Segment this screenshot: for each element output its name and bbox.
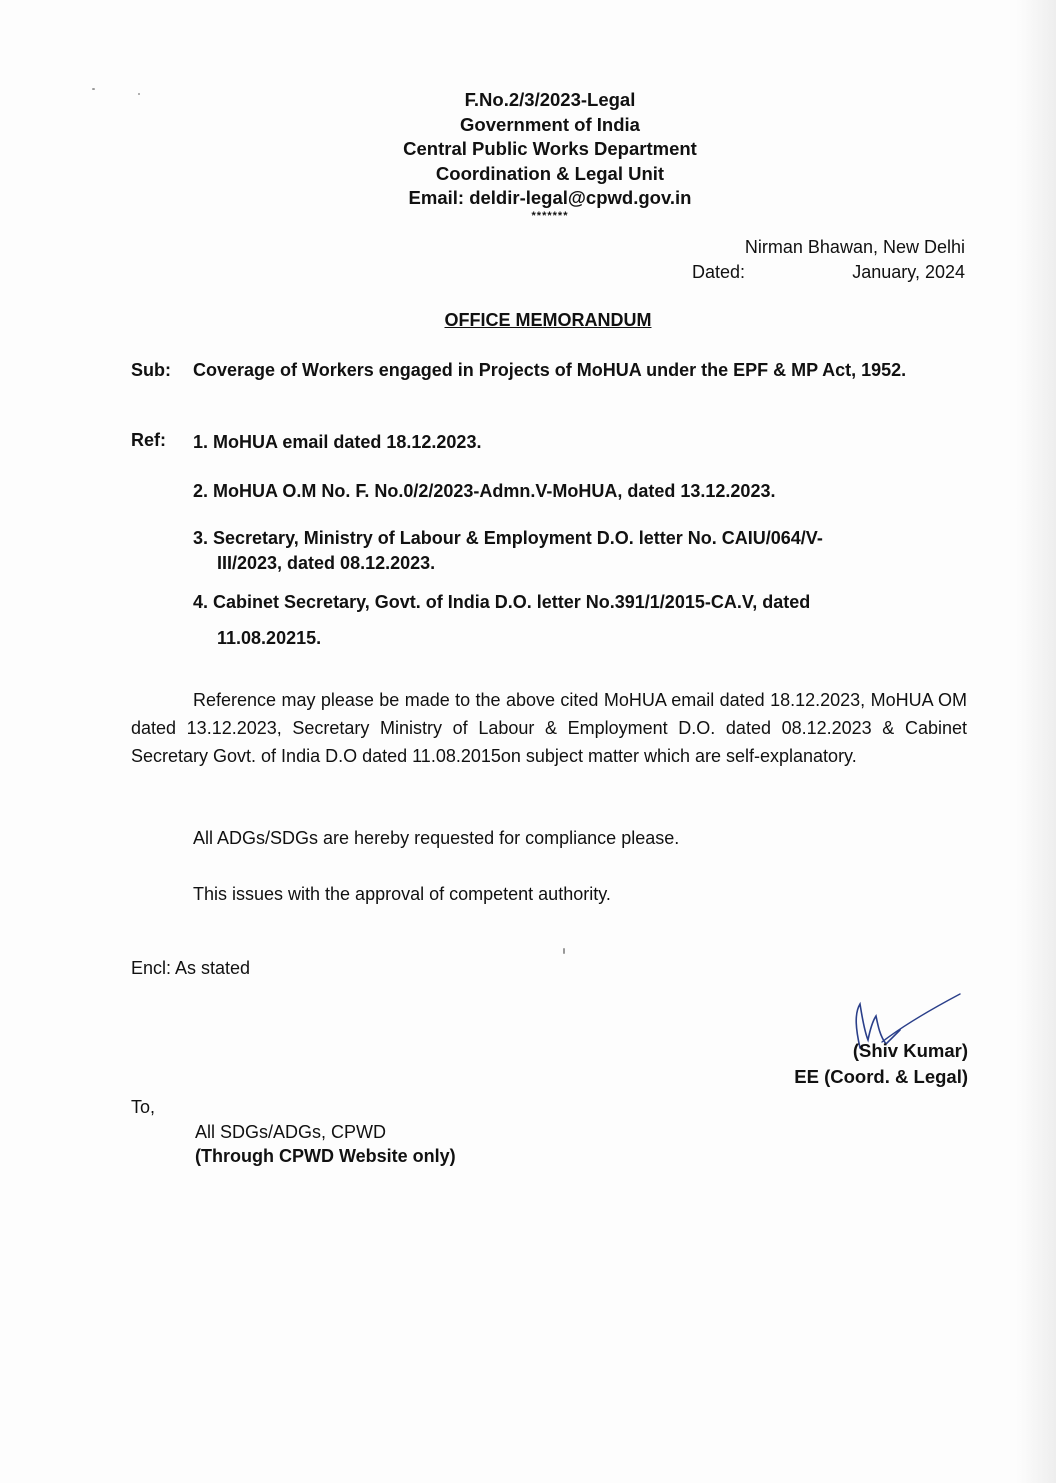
header-separator: ******* xyxy=(531,209,569,222)
place-and-date xyxy=(680,235,965,285)
letterhead xyxy=(330,88,770,221)
enclosure-line: Encl: As stated xyxy=(131,958,251,978)
dated-label: Dated: xyxy=(692,262,746,282)
reference-item-4: 4. Cabinet Secretary, Govt. of India D.O. letter No.391/1/2015-CA.V, dated xyxy=(193,592,811,612)
subject-text: Coverage of Workers engaged in Projects of MoHUA under the EPF & MP Act, 1952. xyxy=(193,360,907,380)
distribution-note: (Through CPWD Website only) xyxy=(195,1146,456,1166)
to-label: To, xyxy=(131,1097,156,1117)
reference-item-2: 2. MoHUA O.M No. F. No.0/2/2023-Admn.V-MoHUA, dated 13.12.2023. xyxy=(193,481,776,501)
reference-item-1: 1. MoHUA email dated 18.12.2023. xyxy=(193,432,482,452)
date-value: January, 2024 xyxy=(852,262,965,282)
approval-line: This issues with the approval of competent authority. xyxy=(193,884,611,904)
government-name: Government of India xyxy=(460,113,640,135)
file-number: F.No.2/3/2023-Legal xyxy=(464,89,636,110)
reference-item-4-cont xyxy=(193,626,967,651)
reference-item-4-continuation: 11.08.20215. xyxy=(217,628,322,648)
memo-title: OFFICE MEMORANDUM xyxy=(444,310,652,330)
reference-item-3: 3. Secretary, Ministry of Labour & Employment D.O. letter No. CAIU/064/V- xyxy=(193,528,823,548)
signatory-designation: EE (Coord. & Legal) xyxy=(794,1066,968,1087)
signature-block xyxy=(740,990,968,1100)
compliance-line: All ADGs/SDGs are hereby requested for compliance please. xyxy=(193,828,680,848)
reference-item-3-cont xyxy=(193,551,967,576)
date-row xyxy=(680,260,965,285)
scan-speck xyxy=(92,88,95,90)
reference-label: Ref: xyxy=(131,430,166,450)
subject-label: Sub: xyxy=(131,360,171,380)
reference-paragraph: Reference may please be made to the above cited MoHUA email dated 18.12.2023, MoHUA OM dated 13.12.2023, Secretary Ministry of Labour & Employment D.O. dated 08.12.2023 & Cabinet Secretary Govt. of India D.O dated 11.08.2015on subject matter which are self-explanatory. xyxy=(131,690,967,766)
addressee-block xyxy=(195,1120,456,1168)
reference-item-3-continuation: III/2023, dated 08.12.2023. xyxy=(217,553,436,573)
scan-speck xyxy=(138,93,140,95)
addressee: All SDGs/ADGs, CPWD xyxy=(195,1122,387,1142)
place: Nirman Bhawan, New Delhi xyxy=(744,237,965,257)
signatory-name: (Shiv Kumar) xyxy=(852,1040,968,1061)
scan-edge-shadow xyxy=(1016,0,1056,1483)
unit-name: Coordination & Legal Unit xyxy=(435,162,665,184)
subject-block xyxy=(131,358,967,383)
contact-email: Email: deldir-legal@cpwd.gov.in xyxy=(408,187,692,208)
department-name: Central Public Works Department xyxy=(403,138,697,159)
scan-speck xyxy=(563,948,565,954)
